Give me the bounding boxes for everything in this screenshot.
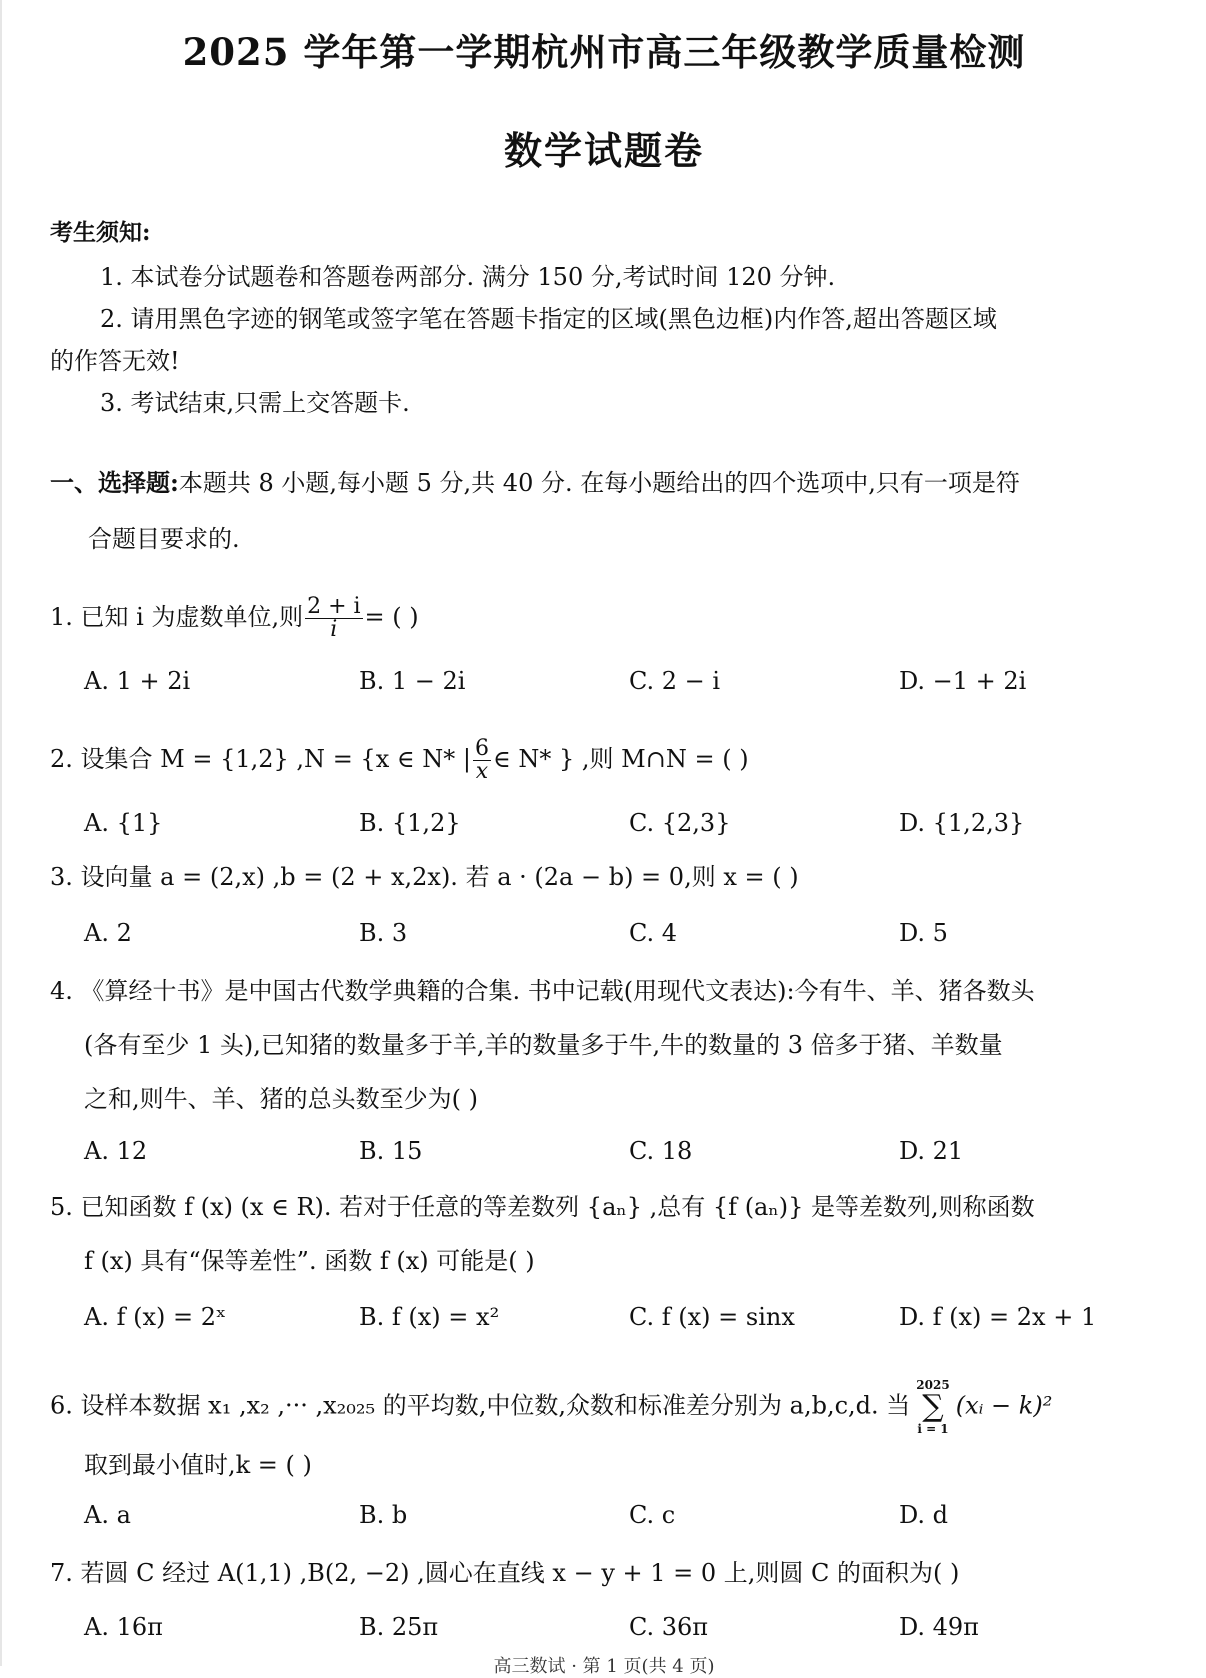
section-1-heading: 一、选择题: — [50, 468, 179, 497]
option-c[interactable]: C. 2 − i — [629, 667, 721, 695]
option-a[interactable]: A. f (x) = 2ˣ — [84, 1303, 227, 1331]
option-b[interactable]: B. 3 — [359, 919, 408, 947]
section-1-desc: 本题共 8 小题,每小题 5 分,共 40 分. 在每小题给出的四个选项中,只有一项是符 — [178, 469, 1020, 497]
option-a[interactable]: A. 16π — [84, 1613, 163, 1641]
notice-item-3: 3. 考试结束,只需上交答题卡. — [100, 389, 410, 417]
page-footer: 高三数试 · 第 1 页(共 4 页) — [493, 1656, 715, 1677]
option-b[interactable]: B. {1,2} — [359, 809, 461, 837]
question-6-stem-line-2: 取到最小值时,k = ( ) — [84, 1451, 312, 1479]
option-d[interactable]: D. d — [899, 1501, 949, 1529]
exam-subtitle: 数学试题卷 — [503, 128, 704, 173]
option-d[interactable]: D. 5 — [899, 919, 948, 947]
question-6-stem-line-1: 6. 设样本数据 x₁ ,x₂ ,··· ,x₂₀₂₅ 的平均数,中位数,众数和标准差分别为 a,b,c,d. 当 2025 ∑ i = 1 (xᵢ − k)² — [50, 1378, 1053, 1436]
question-3-stem: 3. 设向量 a = (2,x) ,b = (2 + x,2x). 若 a · (2a − b) = 0,则 x = ( ) — [50, 863, 799, 891]
option-a[interactable]: A. 2 — [84, 919, 132, 947]
section-1-desc-cont: 合题目要求的. — [88, 525, 240, 553]
option-c[interactable]: C. {2,3} — [629, 809, 731, 837]
option-d[interactable]: D. 49π — [899, 1613, 979, 1641]
option-c[interactable]: C. 18 — [629, 1137, 693, 1165]
option-c[interactable]: C. 36π — [629, 1613, 709, 1641]
option-d[interactable]: D. −1 + 2i — [899, 667, 1027, 695]
option-a[interactable]: A. 12 — [84, 1137, 148, 1165]
option-b[interactable]: B. 25π — [359, 1613, 439, 1641]
question-5-stem-line-2: f (x) 具有“保等差性”. 函数 f (x) 可能是( ) — [84, 1247, 535, 1275]
option-b[interactable]: B. b — [359, 1501, 408, 1529]
question-1-stem: 1. 已知 i 为虚数单位,则 $\frac{2 + i}{i}$ = ( ) — [50, 594, 419, 642]
exam-title: 2025 学年第一学期杭州市高三年级教学质量检测 — [182, 30, 1026, 74]
option-a[interactable]: A. {1} — [84, 809, 163, 837]
option-b[interactable]: B. 15 — [359, 1137, 423, 1165]
fraction: $\frac{6}{x}$ — [474, 736, 489, 784]
option-a[interactable]: A. 1 + 2i — [84, 667, 191, 695]
fraction: $\frac{2 + i}{i}$ — [307, 594, 361, 642]
notice-item-2: 2. 请用黑色字迹的钢笔或签字笔在答题卡指定的区域(黑色边框)内作答,超出答题区域 — [100, 305, 997, 333]
option-b[interactable]: B. 1 − 2i — [359, 667, 466, 695]
notice-heading: 考生须知: — [50, 219, 151, 246]
option-d[interactable]: D. {1,2,3} — [899, 809, 1025, 837]
question-4-stem-line-3: 之和,则牛、羊、猪的总头数至少为( ) — [84, 1085, 478, 1113]
option-d[interactable]: D. 21 — [899, 1137, 964, 1165]
option-c[interactable]: C. c — [629, 1501, 676, 1529]
question-4-stem-line-1: 4. 《算经十书》是中国古代数学典籍的合集. 书中记载(用现代文表达):今有牛、羊、猪各数头 — [50, 977, 1035, 1005]
question-5-stem-line-1: 5. 已知函数 f (x) (x ∈ R). 若对于任意的等差数列 {aₙ} ,总有 {f (aₙ)} 是等差数列,则称函数 — [50, 1193, 1035, 1221]
option-c[interactable]: C. f (x) = sinx — [629, 1303, 795, 1331]
question-4-stem-line-2: (各有至少 1 头),已知猪的数量多于羊,羊的数量多于牛,牛的数量的 3 倍多于猪、羊数量 — [84, 1031, 1003, 1059]
option-b[interactable]: B. f (x) = x² — [359, 1303, 500, 1331]
notice-item-1: 1. 本试卷分试题卷和答题卷两部分. 满分 150 分,考试时间 120 分钟. — [100, 263, 836, 291]
summation: 2025 ∑ i = 1 — [916, 1378, 950, 1436]
option-d[interactable]: D. f (x) = 2x + 1 — [899, 1303, 1097, 1331]
option-c[interactable]: C. 4 — [629, 919, 678, 947]
option-a[interactable]: A. a — [84, 1501, 131, 1529]
notice-item-2-cont: 的作答无效! — [50, 347, 180, 375]
section-1-intro — [50, 468, 1020, 498]
question-2-stem: 2. 设集合 M = {1,2} ,N = {x ∈ N* | $\frac{6}{x}$ ∈ N* } ,则 M∩N = ( ) — [50, 736, 749, 784]
question-7-stem: 7. 若圆 C 经过 A(1,1) ,B(2, −2) ,圆心在直线 x − y + 1 = 0 上,则圆 C 的面积为( ) — [50, 1559, 960, 1587]
